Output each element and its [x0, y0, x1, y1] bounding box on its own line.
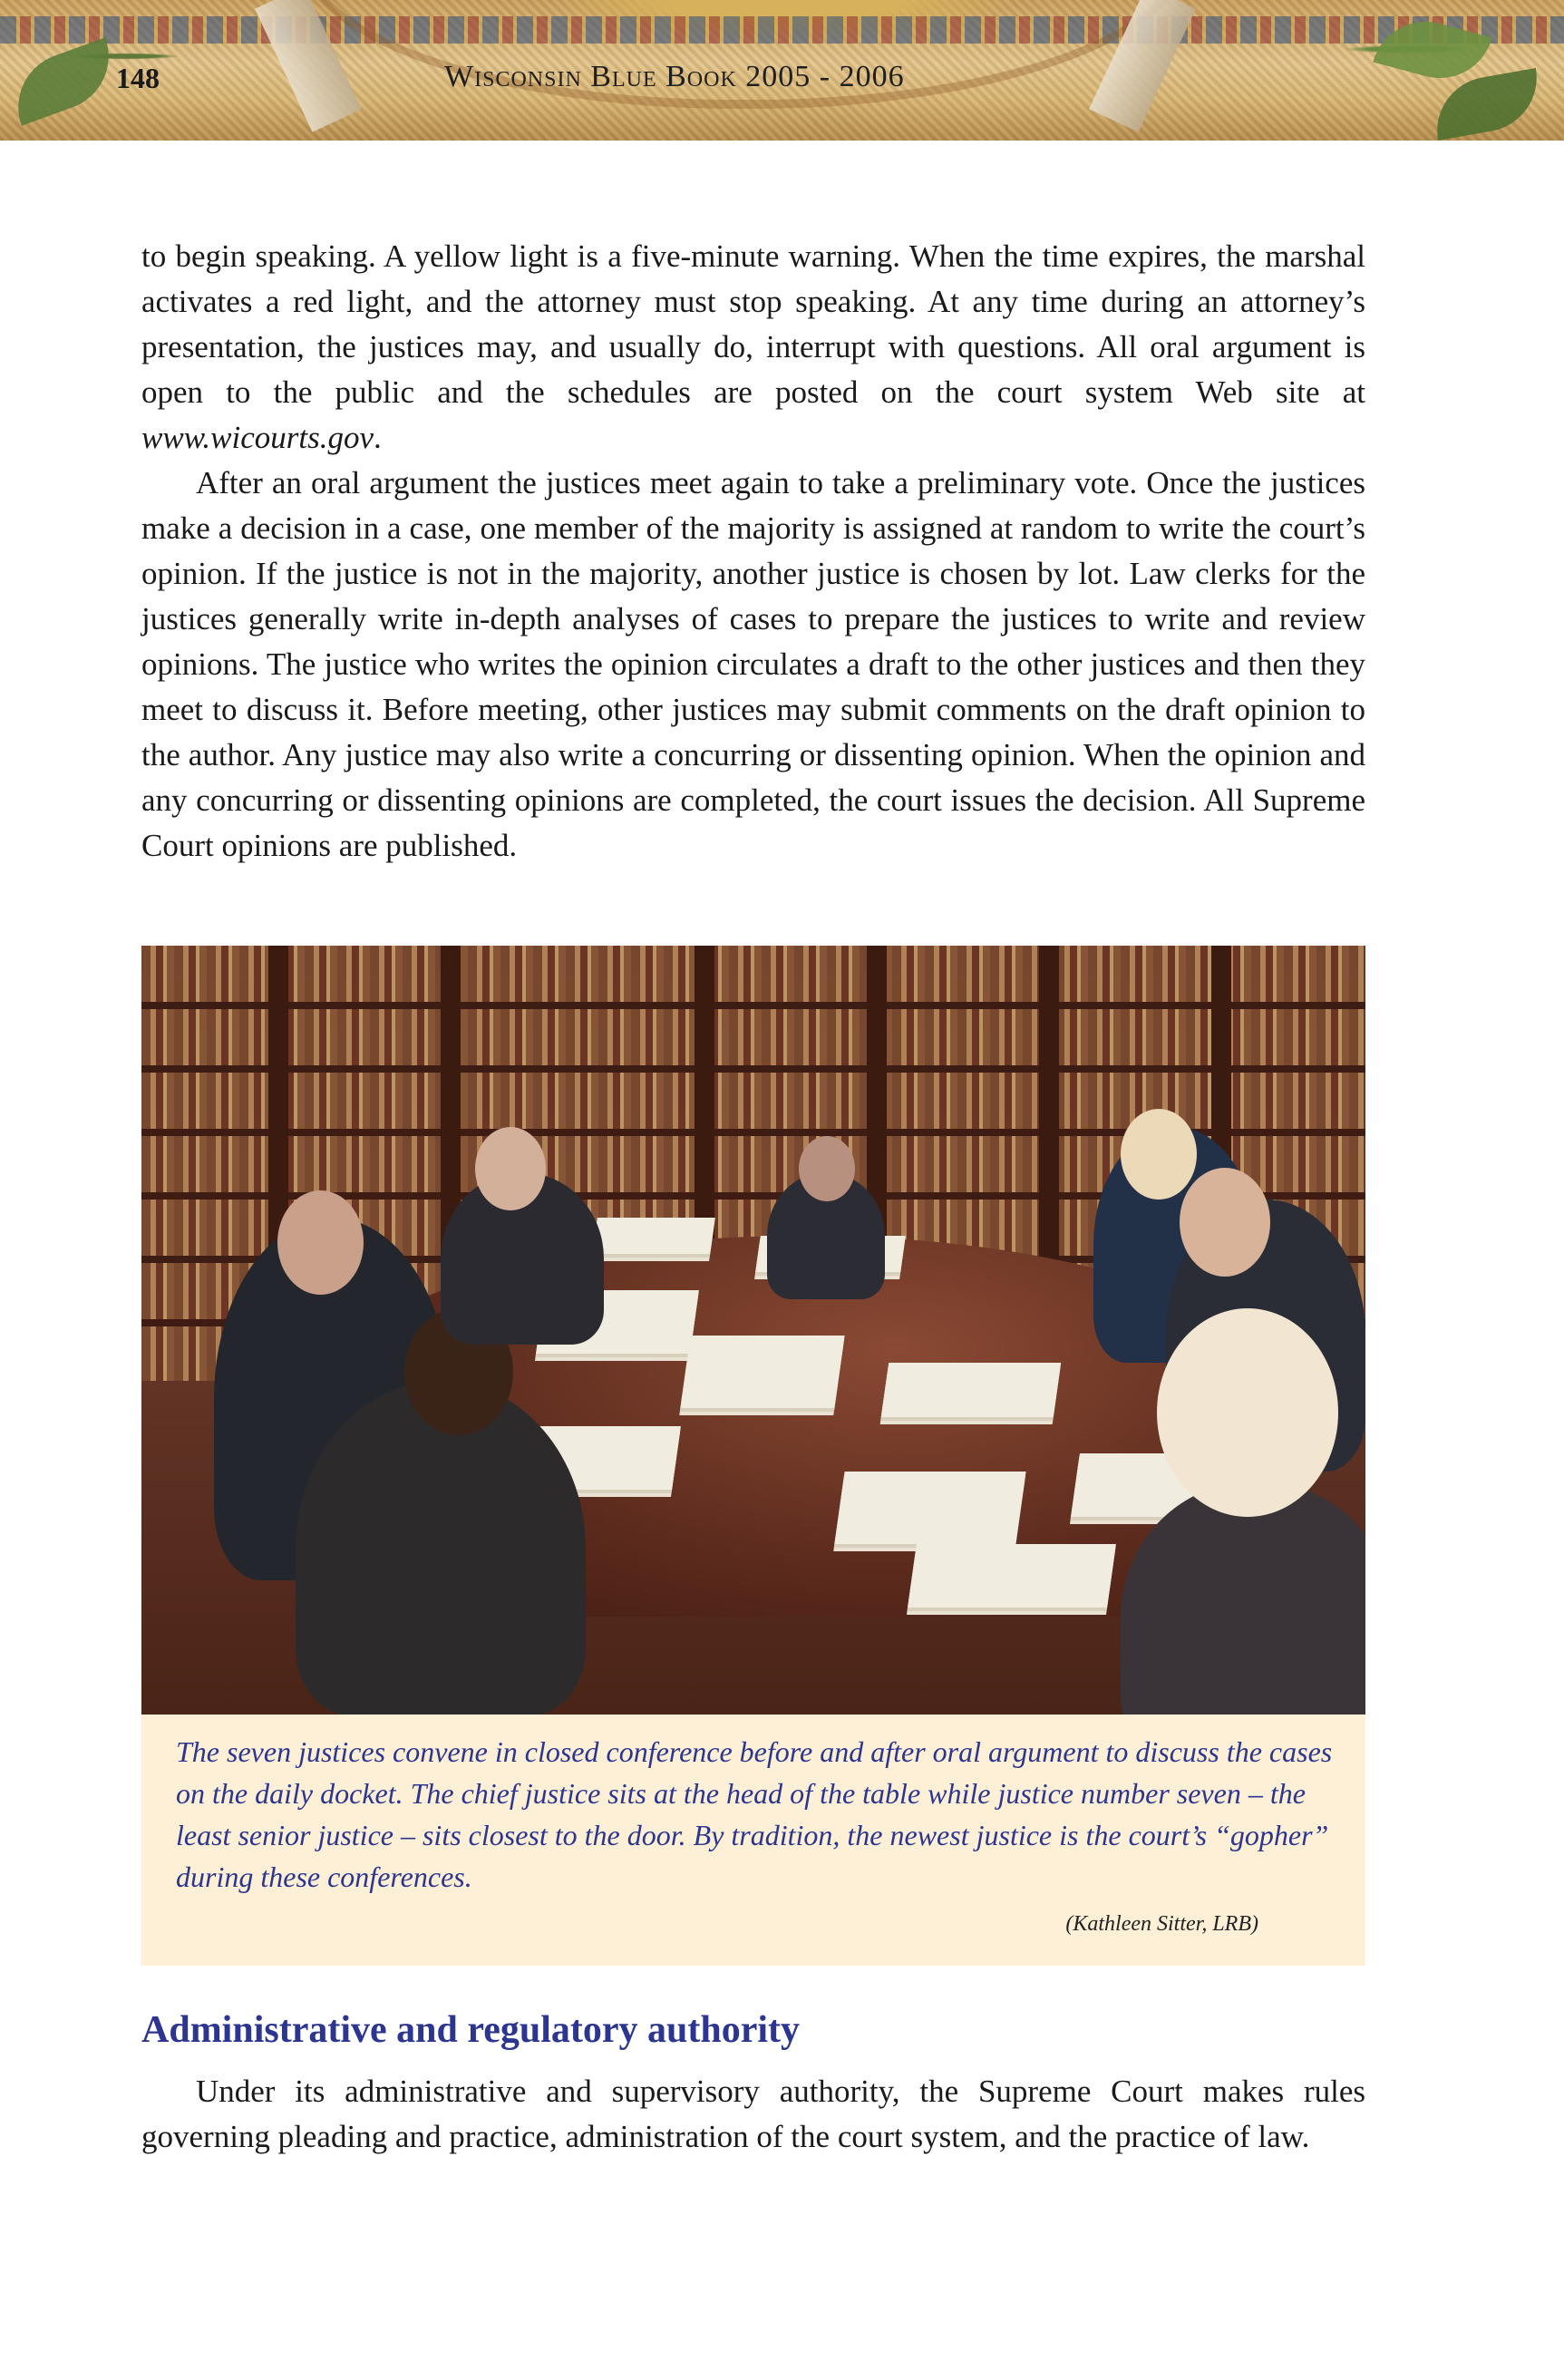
photo-caption [141, 1715, 1365, 1966]
paper-stack [592, 1218, 715, 1254]
header-banner [0, 0, 1564, 141]
photo-credit: (Kathleen Sitter, LRB) [1065, 1912, 1258, 1936]
justice-head [1180, 1168, 1270, 1277]
justice-head [1157, 1308, 1338, 1517]
court-website-link[interactable]: www.wicourts.gov [141, 420, 374, 455]
section-body [141, 2069, 1365, 2160]
paper-stack [908, 1544, 1116, 1608]
paragraph-1-text: to begin speaking. A yellow light is a five-minute warning. When the time expires, the marshal activates a red light, and the attorney must stop speaking. At any time during an attorney’s presentation, the justices may, and usually do, interrupt with questions. All oral argument is open to the public and the schedules are posted on the court system Web site at [141, 238, 1365, 410]
paragraph-2: After an oral argument the justices meet again to take a preliminary vote. Once the justices make a decision in a case, one member of the majority is assigned at random to write the court’s opinion. If the justice is not in the majority, another justice is chosen by lot. Law clerks for the justices generally write in-depth analyses of cases to prepare the justices to write and review opinions. The justice who writes the opinion circulates a draft to the other justices and then they meet to discuss it. Before meeting, other justices may submit comments on the draft opinion to the author. Any justice may also write a concurring or dissenting opinion. When the opinion and any concurring or dissenting opinions are completed, the court issues the decision. All Supreme Court opinions are published. [141, 465, 1365, 863]
leaf-left [3, 37, 123, 125]
running-title: Wisconsin Blue Book 2005 - 2006 [444, 60, 905, 93]
paper-stack [881, 1363, 1061, 1417]
paper-stack [680, 1336, 844, 1408]
paragraph-1-end: . [374, 420, 382, 455]
caption-text: The seven justices convene in closed conference before and after oral argument to discuss the cases on the daily docket. The chief justice sits at the head of the table while justice number seven – the least senior justice – sits closest to the door. By tradition, the newest justice is the court’s “gopher” during these conferences. [176, 1735, 1333, 1893]
page-number: 148 [116, 62, 160, 94]
conference-photo [141, 946, 1365, 1715]
justice-head [1121, 1109, 1197, 1200]
paper-stack [834, 1472, 1025, 1544]
paragraph-1 [141, 234, 1365, 461]
justice-head [799, 1136, 855, 1201]
section-paragraph: Under its administrative and supervisory authority, the Supreme Court makes rules governing pleading and practice, administration of the court system, and the practice of law. [141, 2074, 1365, 2154]
justice-head [277, 1190, 364, 1295]
justice-head [475, 1127, 546, 1210]
body-text [141, 234, 1365, 869]
section-heading: Administrative and regulatory authority [141, 2009, 801, 2051]
leaf-right-lower [1429, 68, 1546, 141]
